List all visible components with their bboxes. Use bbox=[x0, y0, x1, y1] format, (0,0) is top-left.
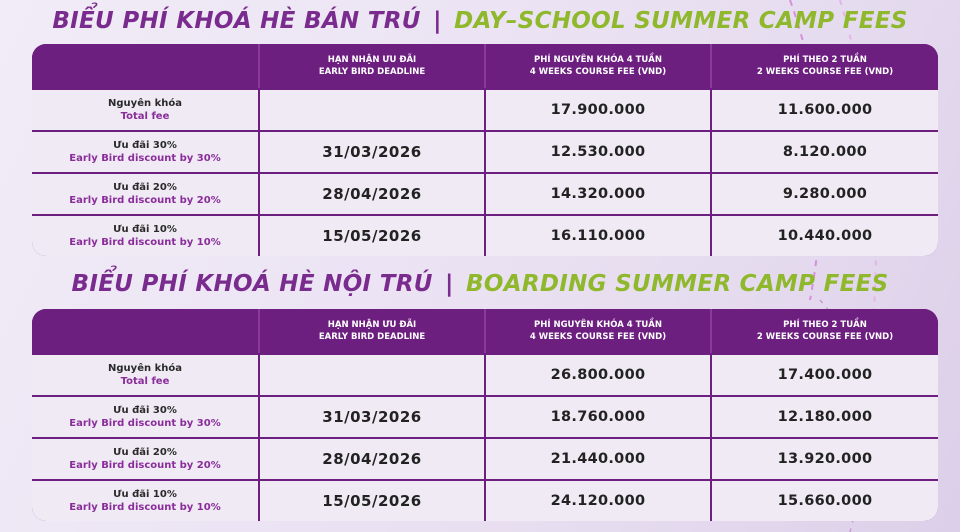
boarding-title bbox=[0, 271, 960, 297]
fee-2-weeks: 9.280.000 bbox=[710, 174, 938, 214]
boarding-title-en: BOARDING SUMMER CAMP FEES bbox=[466, 271, 889, 297]
header-2-weeks-fee: PHÍ THEO 2 TUẦN 2 WEEKS COURSE FEE (VND) bbox=[710, 309, 938, 353]
header-deadline: HẠN NHẬN ƯU ĐÃI EARLY BIRD DEADLINE bbox=[258, 44, 484, 88]
fee-2-weeks: 10.440.000 bbox=[710, 216, 938, 256]
table-header bbox=[32, 309, 938, 353]
table-header bbox=[32, 44, 938, 88]
row-label: Ưu đãi 20% Early Bird discount by 20% bbox=[69, 182, 221, 206]
deadline-cell: 15/05/2026 bbox=[258, 216, 484, 256]
table-row bbox=[32, 479, 938, 521]
row-label: Ưu đãi 30% Early Bird discount by 30% bbox=[69, 405, 221, 429]
fee-4-weeks: 18.760.000 bbox=[484, 397, 710, 437]
fee-2-weeks: 8.120.000 bbox=[710, 132, 938, 172]
header-4-weeks-fee: PHÍ NGUYÊN KHÓA 4 TUẦN 4 WEEKS COURSE FEE (VND) bbox=[484, 309, 710, 353]
deadline-cell: 31/03/2026 bbox=[258, 132, 484, 172]
deadline-cell: 31/03/2026 bbox=[258, 397, 484, 437]
table-row bbox=[32, 437, 938, 479]
header-empty bbox=[32, 44, 258, 88]
day-school-fee-table bbox=[32, 44, 938, 256]
fee-4-weeks: 24.120.000 bbox=[484, 481, 710, 521]
row-label: Nguyên khóa Total fee bbox=[108, 98, 182, 122]
deadline-cell: 28/04/2026 bbox=[258, 174, 484, 214]
header-4-weeks-fee: PHÍ NGUYÊN KHÓA 4 TUẦN 4 WEEKS COURSE FEE (VND) bbox=[484, 44, 710, 88]
fee-4-weeks: 16.110.000 bbox=[484, 216, 710, 256]
day-school-title-vn: BIỂU PHÍ KHOÁ HÈ BÁN TRÚ bbox=[52, 8, 421, 34]
fee-4-weeks: 14.320.000 bbox=[484, 174, 710, 214]
title-separator: | bbox=[445, 271, 454, 297]
table-row bbox=[32, 395, 938, 437]
deadline-cell bbox=[258, 90, 484, 130]
table-row bbox=[32, 88, 938, 130]
day-school-title bbox=[0, 8, 960, 34]
fee-2-weeks: 15.660.000 bbox=[710, 481, 938, 521]
fee-2-weeks: 11.600.000 bbox=[710, 90, 938, 130]
row-label: Ưu đãi 10% Early Bird discount by 10% bbox=[69, 489, 221, 513]
fee-2-weeks: 13.920.000 bbox=[710, 439, 938, 479]
header-2-weeks-fee: PHÍ THEO 2 TUẦN 2 WEEKS COURSE FEE (VND) bbox=[710, 44, 938, 88]
deadline-cell bbox=[258, 355, 484, 395]
row-label: Nguyên khóa Total fee bbox=[108, 363, 182, 387]
table-row bbox=[32, 130, 938, 172]
fee-4-weeks: 26.800.000 bbox=[484, 355, 710, 395]
boarding-title-vn: BIỂU PHÍ KHOÁ HÈ NỘI TRÚ bbox=[71, 271, 433, 297]
table-row bbox=[32, 214, 938, 256]
fee-4-weeks: 17.900.000 bbox=[484, 90, 710, 130]
row-label: Ưu đãi 30% Early Bird discount by 30% bbox=[69, 140, 221, 164]
row-label: Ưu đãi 10% Early Bird discount by 10% bbox=[69, 224, 221, 248]
deadline-cell: 15/05/2026 bbox=[258, 481, 484, 521]
table-row bbox=[32, 353, 938, 395]
boarding-fee-table bbox=[32, 309, 938, 521]
row-label: Ưu đãi 20% Early Bird discount by 20% bbox=[69, 447, 221, 471]
header-empty bbox=[32, 309, 258, 353]
title-separator: | bbox=[433, 8, 442, 34]
fee-2-weeks: 17.400.000 bbox=[710, 355, 938, 395]
day-school-title-en: DAY–SCHOOL SUMMER CAMP FEES bbox=[454, 8, 908, 34]
deadline-cell: 28/04/2026 bbox=[258, 439, 484, 479]
header-deadline: HẠN NHẬN ƯU ĐÃI EARLY BIRD DEADLINE bbox=[258, 309, 484, 353]
fee-4-weeks: 21.440.000 bbox=[484, 439, 710, 479]
table-row bbox=[32, 172, 938, 214]
fee-2-weeks: 12.180.000 bbox=[710, 397, 938, 437]
fee-4-weeks: 12.530.000 bbox=[484, 132, 710, 172]
